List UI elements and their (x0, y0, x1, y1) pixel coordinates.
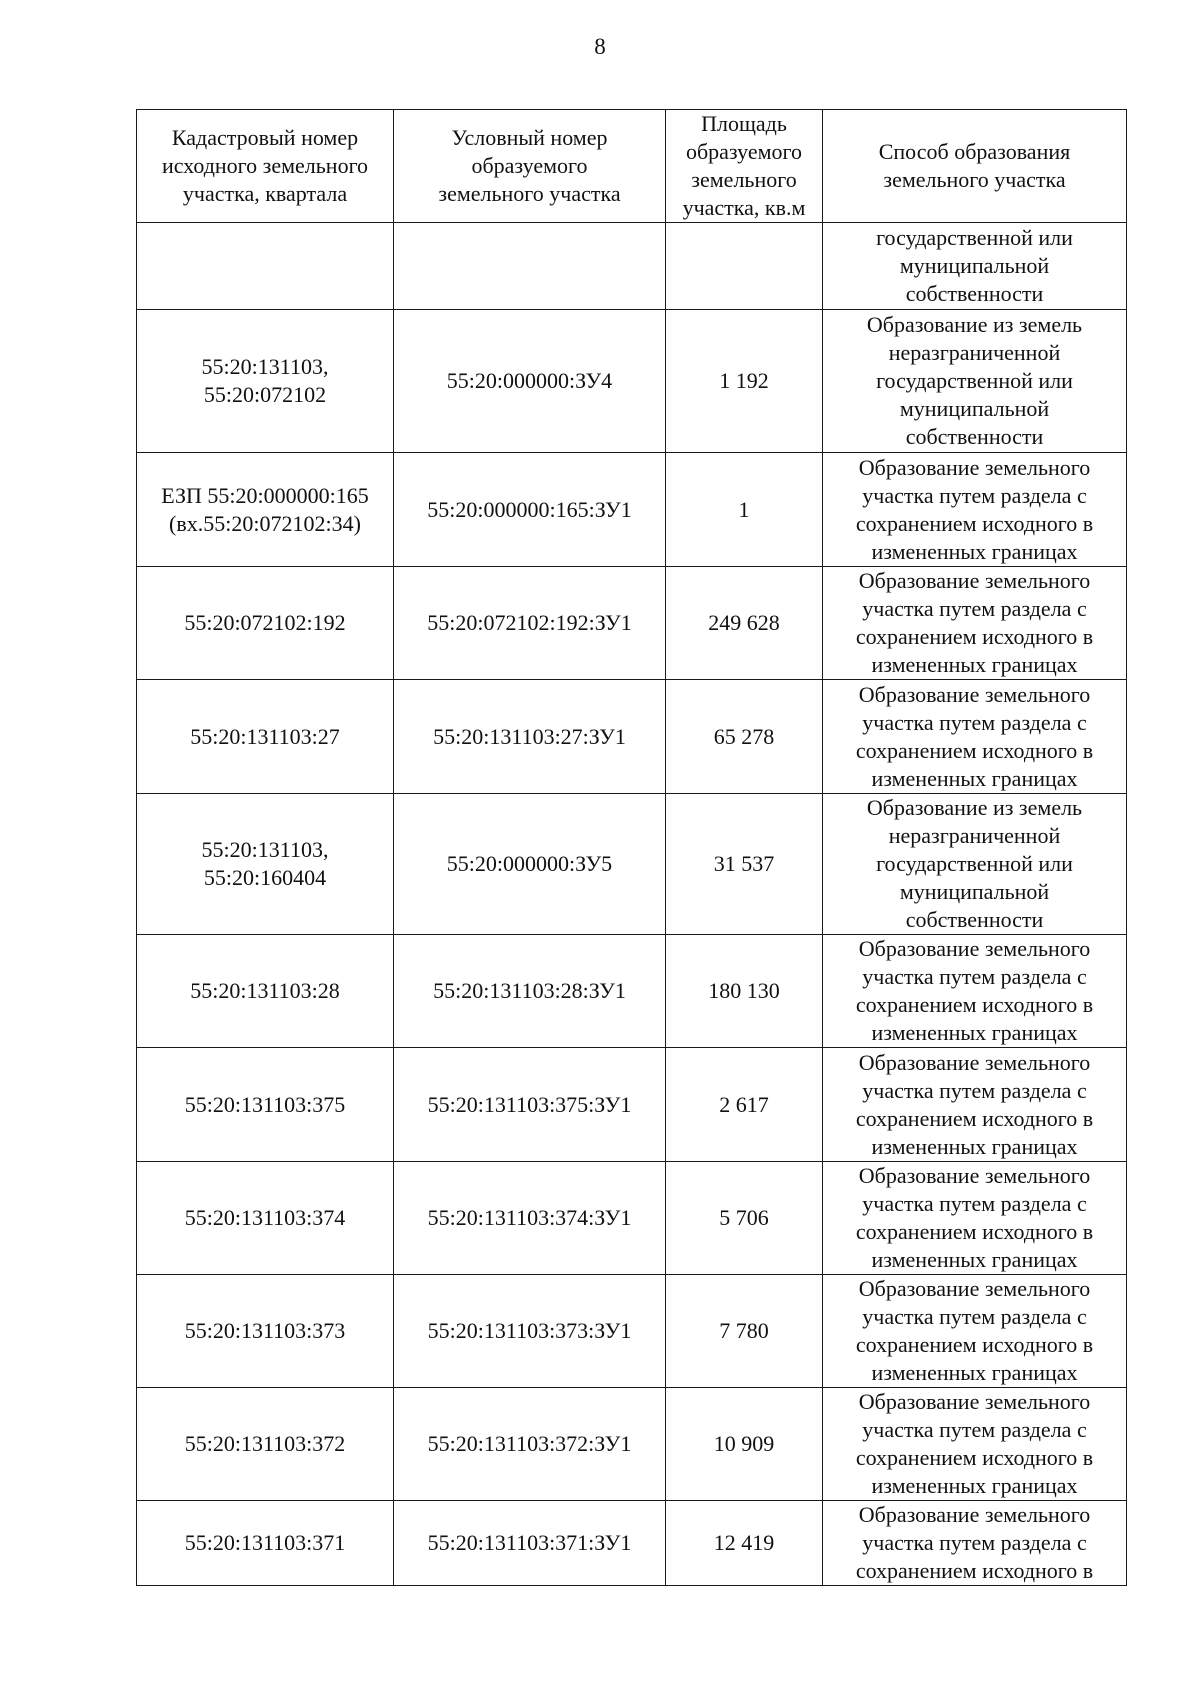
cell-conditional (394, 223, 666, 310)
cell-area: 180 130 (666, 935, 823, 1048)
table-row (137, 680, 1127, 794)
cell-area: 5 706 (666, 1162, 823, 1275)
cell-area: 65 278 (666, 680, 823, 794)
cell-method: Образование земельного участка путем раздела с сохранением исходного в измененных границах (823, 1388, 1127, 1501)
cell-conditional: 55:20:131103:371:ЗУ1 (394, 1501, 666, 1586)
header-area: Площадь образуемого земельного участка, кв.м (666, 110, 823, 223)
table-row (137, 1048, 1127, 1162)
cell-method: Образование земельного участка путем раздела с сохранением исходного в измененных границах (823, 935, 1127, 1048)
page-number: 8 (594, 34, 606, 59)
cell-method: Образование из земель неразграниченной государственной или муниципальной собственности (823, 310, 1127, 453)
cell-method: Образование земельного участка путем раздела с сохранением исходного в измененных границах (823, 453, 1127, 567)
table-header-row (137, 110, 1127, 223)
cell-method: Образование земельного участка путем раздела с сохранением исходного в измененных границах (823, 1275, 1127, 1388)
cell-method: Образование земельного участка путем раздела с сохранением исходного в измененных границах (823, 1048, 1127, 1162)
cell-area: 249 628 (666, 567, 823, 680)
cell-source: 55:20:131103, 55:20:072102 (137, 310, 394, 453)
cell-area: 7 780 (666, 1275, 823, 1388)
cell-area: 10 909 (666, 1388, 823, 1501)
table-row (137, 1388, 1127, 1501)
table-row (137, 794, 1127, 935)
cell-area (666, 223, 823, 310)
cell-source: ЕЗП 55:20:000000:165 (вх.55:20:072102:34) (137, 453, 394, 567)
cell-source: 55:20:131103:372 (137, 1388, 394, 1501)
cell-method: Образование из земель неразграниченной государственной или муниципальной собственности (823, 794, 1127, 935)
table-row (137, 453, 1127, 567)
cell-conditional: 55:20:131103:372:ЗУ1 (394, 1388, 666, 1501)
cell-source (137, 223, 394, 310)
cell-conditional: 55:20:000000:ЗУ4 (394, 310, 666, 453)
cell-source: 55:20:131103:373 (137, 1275, 394, 1388)
cell-source: 55:20:072102:192 (137, 567, 394, 680)
table-row (137, 1162, 1127, 1275)
cell-conditional: 55:20:000000:ЗУ5 (394, 794, 666, 935)
land-plots-table (136, 109, 1127, 1586)
cell-conditional: 55:20:131103:28:ЗУ1 (394, 935, 666, 1048)
header-source-cadastral-number: Кадастровый номер исходного земельного участка, квартала (137, 110, 394, 223)
table-row (137, 567, 1127, 680)
table-row (137, 1275, 1127, 1388)
cell-conditional: 55:20:131103:373:ЗУ1 (394, 1275, 666, 1388)
cell-source: 55:20:131103:28 (137, 935, 394, 1048)
cell-source: 55:20:131103:374 (137, 1162, 394, 1275)
cell-method: Образование земельного участка путем раздела с сохранением исходного в измененных границах (823, 567, 1127, 680)
header-formation-method: Способ образования земельного участка (823, 110, 1127, 223)
cell-conditional: 55:20:000000:165:ЗУ1 (394, 453, 666, 567)
cell-area: 1 192 (666, 310, 823, 453)
cell-area: 1 (666, 453, 823, 567)
cell-method: Образование земельного участка путем раздела с сохранением исходного в (823, 1501, 1127, 1586)
header-conditional-number: Условный номер образуемого земельного участка (394, 110, 666, 223)
table-row (137, 935, 1127, 1048)
cell-method: Образование земельного участка путем раздела с сохранением исходного в измененных границах (823, 1162, 1127, 1275)
cell-area: 31 537 (666, 794, 823, 935)
cell-method: Образование земельного участка путем раздела с сохранением исходного в измененных границах (823, 680, 1127, 794)
table-row (137, 310, 1127, 453)
cell-area: 2 617 (666, 1048, 823, 1162)
table-row (137, 223, 1127, 310)
cell-method: государственной или муниципальной собственности (823, 223, 1127, 310)
cell-source: 55:20:131103, 55:20:160404 (137, 794, 394, 935)
cell-conditional: 55:20:131103:374:ЗУ1 (394, 1162, 666, 1275)
cell-conditional: 55:20:131103:375:ЗУ1 (394, 1048, 666, 1162)
cell-conditional: 55:20:131103:27:ЗУ1 (394, 680, 666, 794)
cell-source: 55:20:131103:27 (137, 680, 394, 794)
cell-conditional: 55:20:072102:192:ЗУ1 (394, 567, 666, 680)
cell-area: 12 419 (666, 1501, 823, 1586)
table-row (137, 1501, 1127, 1586)
cell-source: 55:20:131103:371 (137, 1501, 394, 1586)
cell-source: 55:20:131103:375 (137, 1048, 394, 1162)
